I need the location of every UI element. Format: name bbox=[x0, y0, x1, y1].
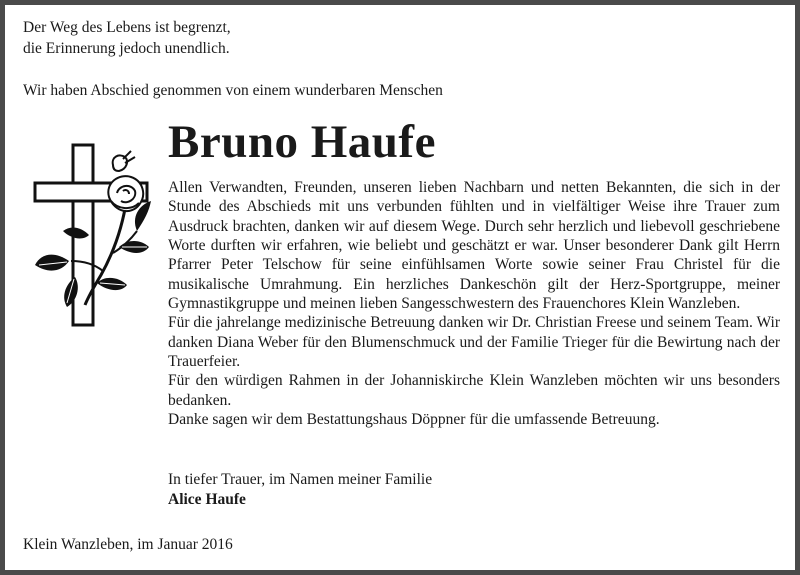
cross-with-rose-icon bbox=[27, 135, 152, 327]
intro-text: Wir haben Abschied genommen von einem wunderbaren Menschen bbox=[23, 82, 443, 99]
obituary-notice bbox=[5, 5, 795, 570]
acknowledgement-paragraph: Für die jahrelange medizinische Betreuung danken wir Dr. Christian Freese und seinem Team. Wir danken Diana Weber für den Blumenschmuck und der Familie Trieger für die Bewirtung nach der Trauerfeier. bbox=[168, 314, 780, 371]
signature-line: In tiefer Trauer, im Namen meiner Familie bbox=[168, 471, 433, 488]
signature-block bbox=[168, 470, 432, 510]
motto bbox=[23, 17, 231, 59]
motto-line-2: die Erinnerung jedoch unendlich. bbox=[23, 40, 230, 57]
acknowledgement-paragraph: Für den würdigen Rahmen in der Johanniskirche Klein Wanzleben möchten wir uns besonders bedanken. bbox=[168, 372, 780, 409]
deceased-name: Bruno Haufe bbox=[168, 116, 436, 168]
acknowledgement-text bbox=[168, 178, 780, 429]
signer-name: Alice Haufe bbox=[168, 491, 246, 508]
place-and-date: Klein Wanzleben, im Januar 2016 bbox=[23, 536, 233, 553]
motto-line-1: Der Weg des Lebens ist begrenzt, bbox=[23, 19, 231, 36]
acknowledgement-paragraph: Allen Verwandten, Freunden, unseren lieben Nachbarn und netten Bekannten, die sich in der Stunde des Abschieds mit uns verbunden fühlten und in vielfältiger Weise ihre Trauer zum Ausdruck brachten, danken wir auf diesem Wege. Durch sehr herzlich und liebevoll geschriebene Worte durften wir erfahren, wie beliebt und geschätzt er war. Unser besonderer Dank gilt Herrn Pfarrer Peter Telschow für seine einfühlsamen Worte sowie seiner Frau Christel für die musikalische Umrahmung. Ein herzliches Dankeschön gilt der Herz-Sportgruppe, meiner Gymnastikgruppe und meinen lieben Sangesschwestern des Frauenchores Klein Wanzleben. bbox=[168, 179, 780, 313]
acknowledgement-paragraph: Danke sagen wir dem Bestattungshaus Döppner für die umfassende Betreuung. bbox=[168, 411, 660, 429]
